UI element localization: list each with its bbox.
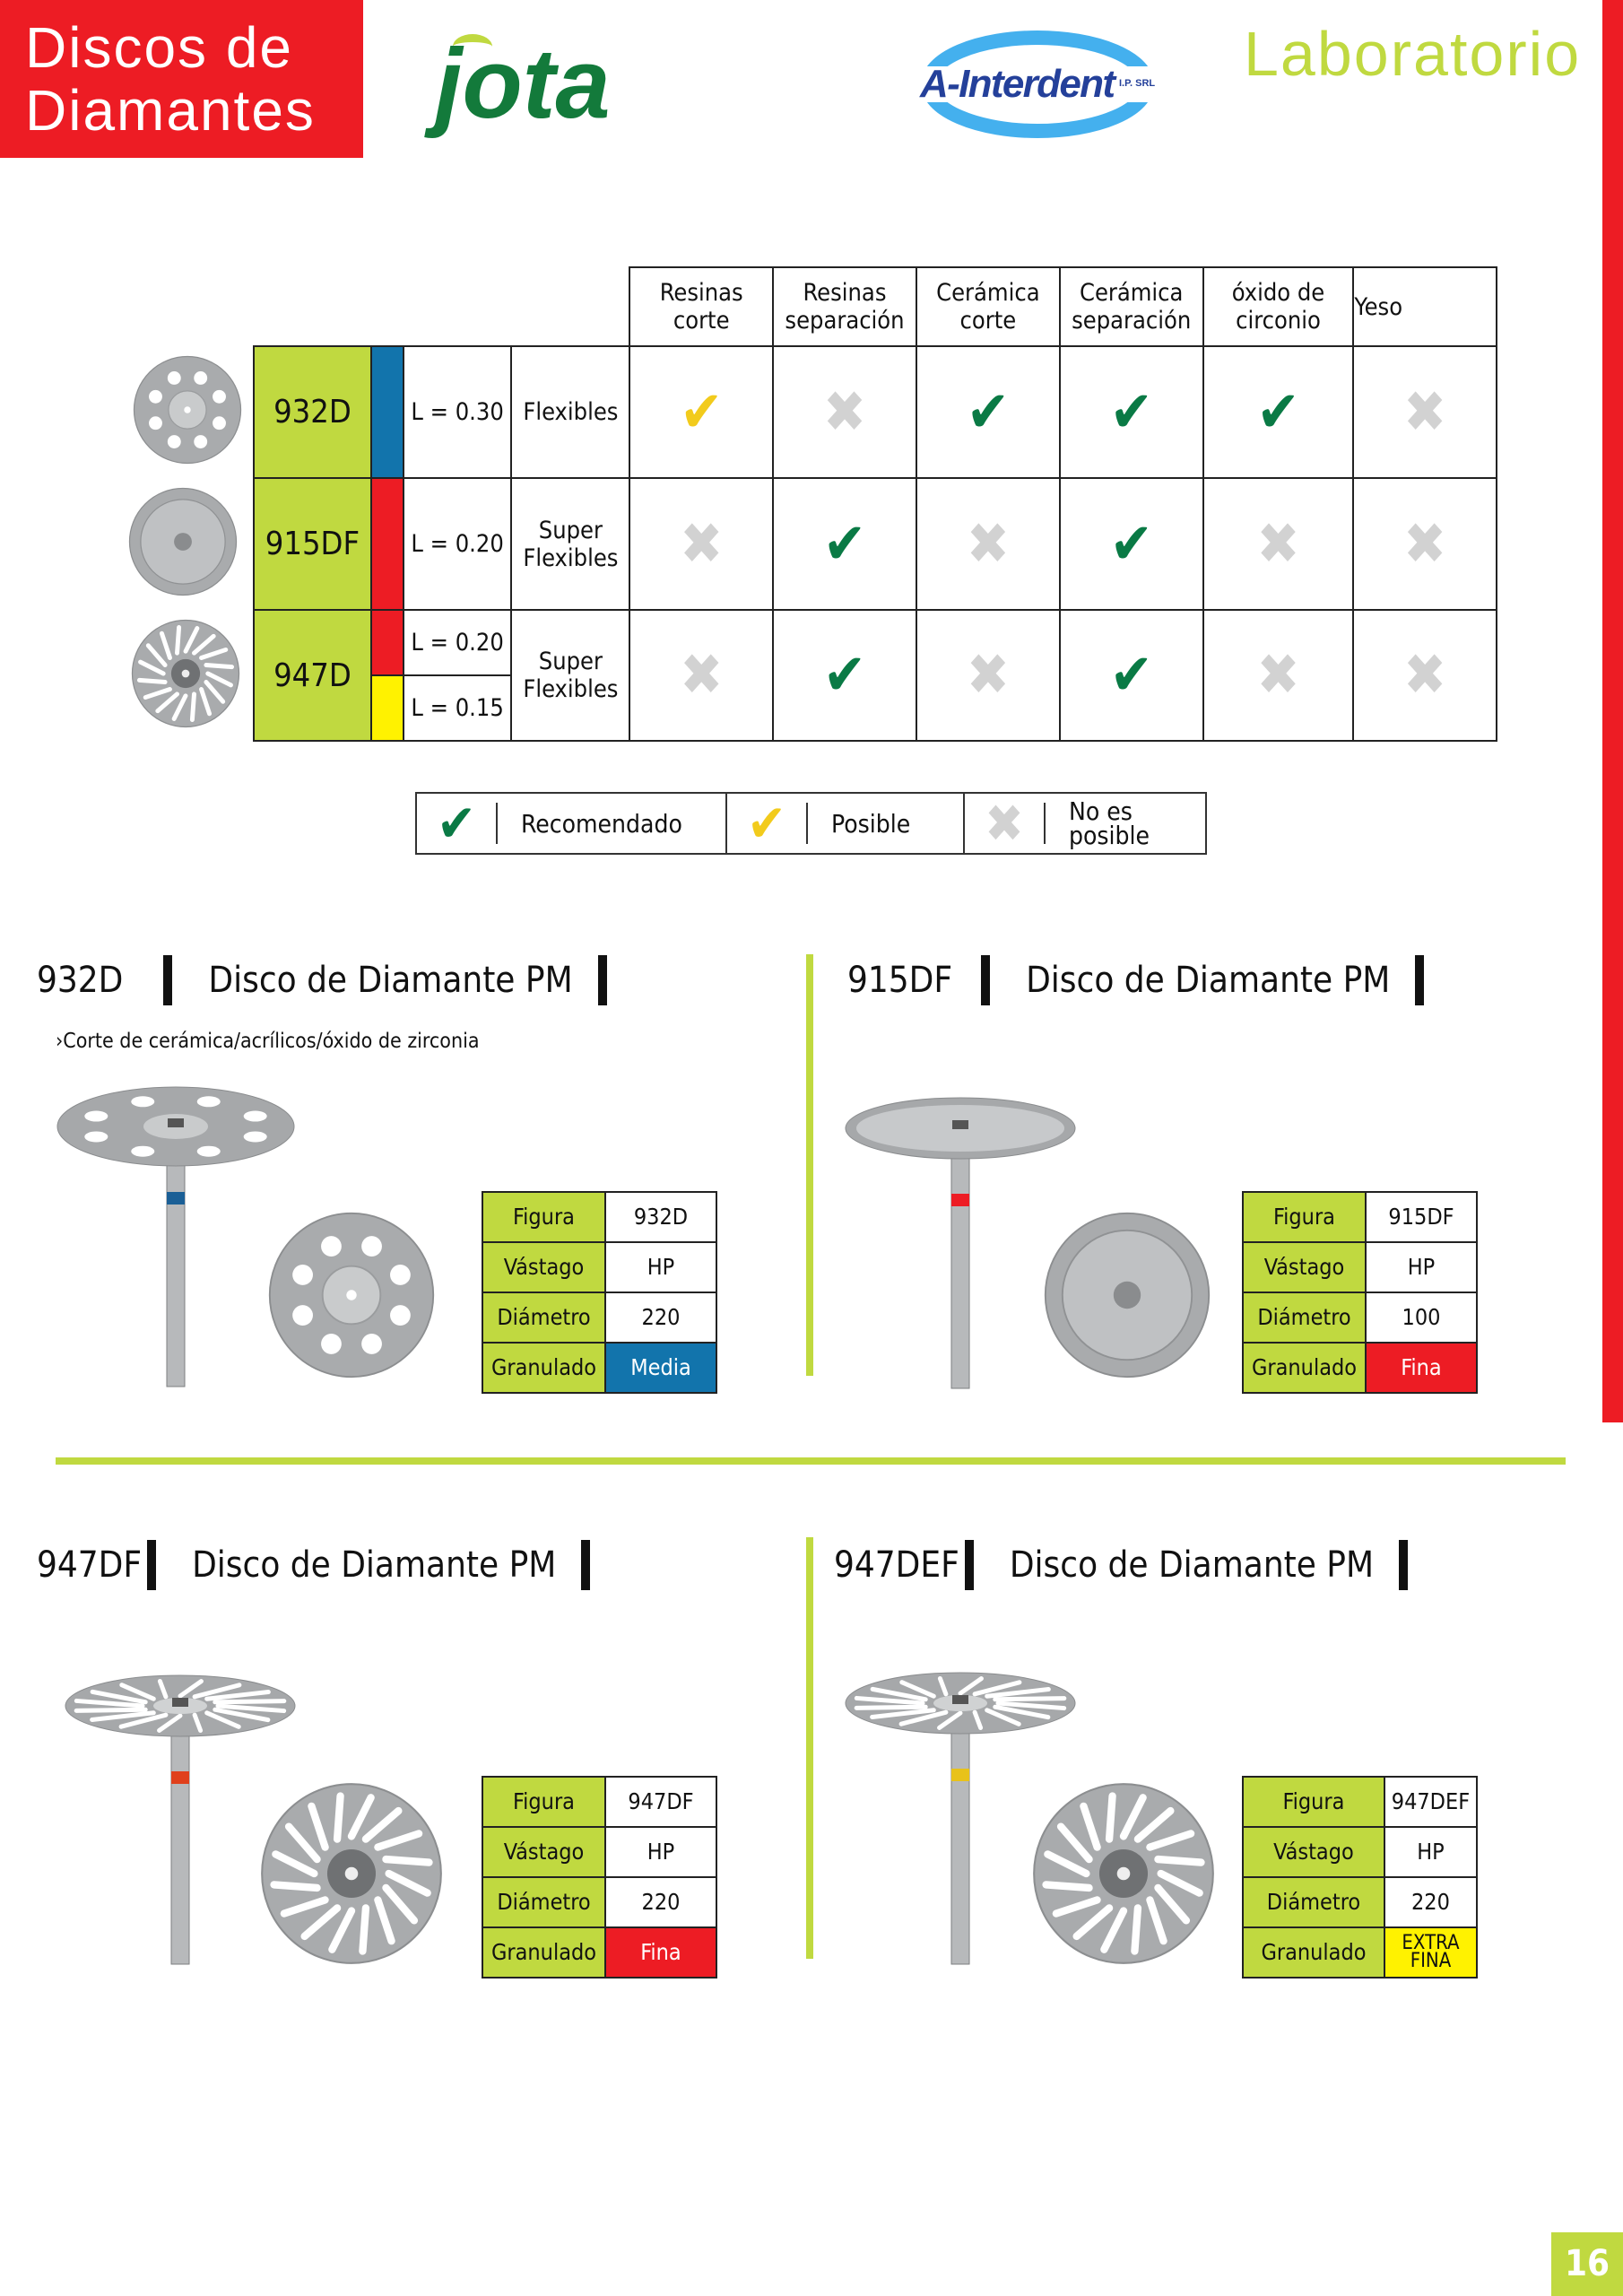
spec-value: 220 — [605, 1292, 716, 1343]
product-title: Disco de Diamante PM — [208, 960, 573, 1001]
disc-image-915df — [1042, 1210, 1212, 1380]
check-yellow-icon: ✔ — [727, 803, 808, 844]
disc-code: 947D — [254, 610, 371, 741]
cross-gray-icon: ✖ — [916, 610, 1060, 741]
spec-label: Figura — [482, 1192, 605, 1242]
legend-label: No es posible — [1069, 796, 1150, 850]
flexibility: Super Flexibles — [511, 610, 629, 741]
spec-value: HP — [1384, 1827, 1477, 1877]
disc-code: 932D — [254, 346, 371, 478]
check-green-icon: ✔ — [1060, 478, 1203, 610]
legend — [415, 792, 1207, 855]
spec-label: Diámetro — [1243, 1877, 1384, 1927]
legend-label: Posible — [831, 808, 911, 839]
legend-label: Recomendado — [521, 808, 682, 839]
table-row — [254, 478, 1497, 610]
column-header: Resinas separación — [773, 267, 916, 346]
grit-color-swatch — [371, 675, 404, 741]
spec-table-947def — [1242, 1776, 1478, 1979]
cross-gray-icon: ✖ — [1353, 346, 1497, 478]
cross-gray-icon: ✖ — [965, 803, 1046, 844]
spec-value: 947DF — [605, 1777, 716, 1827]
spec-row — [1243, 1777, 1477, 1827]
spec-table-947df — [482, 1776, 717, 1979]
flexibility: Super Flexibles — [511, 478, 629, 610]
spec-value: Fina — [1366, 1343, 1477, 1393]
cross-gray-icon: ✖ — [629, 610, 773, 741]
divider — [56, 1457, 1566, 1465]
spec-row — [482, 1292, 716, 1343]
product-heading — [37, 955, 643, 1005]
spec-label: Figura — [482, 1777, 605, 1827]
spec-value: HP — [605, 1827, 716, 1877]
spec-value: HP — [1366, 1242, 1477, 1292]
section-label: Laboratorio — [1244, 19, 1582, 89]
product-title: Disco de Diamante PM — [192, 1544, 557, 1586]
disc-thumb-932d — [132, 354, 243, 465]
spec-row — [482, 1192, 716, 1242]
spec-row — [1243, 1827, 1477, 1877]
spec-value: Media — [605, 1343, 716, 1393]
divider — [806, 1537, 813, 1959]
spec-label: Granulado — [482, 1343, 605, 1393]
bur-drawing — [56, 1086, 296, 1387]
column-header: Cerámica corte — [916, 267, 1060, 346]
product-code: 915DF — [847, 960, 953, 1001]
product-code: 947DF — [37, 1544, 143, 1586]
product-note: ›Corte de cerámica/acrílicos/óxido de zirconia — [56, 1030, 480, 1053]
title-line: Diamantes — [25, 78, 316, 143]
cross-gray-icon: ✖ — [629, 478, 773, 610]
side-stripe — [1602, 0, 1623, 1422]
spec-value: 915DF — [1366, 1192, 1477, 1242]
interdent-text: A-Interdent — [920, 62, 1115, 106]
disc-image-932d — [266, 1210, 437, 1380]
disc-drawing — [266, 1210, 437, 1380]
check-green-icon: ✔ — [417, 803, 498, 844]
thickness: L = 0.30 — [404, 346, 512, 478]
disc-thumb-915df — [127, 486, 239, 597]
spec-label: Granulado — [1243, 1343, 1366, 1393]
disc-thumb-947d — [130, 618, 241, 729]
interdent-sub: I.P. SRL — [1119, 78, 1156, 89]
cross-gray-icon: ✖ — [773, 346, 916, 478]
spec-value: EXTRA FINA — [1384, 1927, 1477, 1978]
spec-label: Diámetro — [1243, 1292, 1366, 1343]
spec-row — [482, 1343, 716, 1393]
spec-label: Figura — [1243, 1192, 1366, 1242]
spec-row — [1243, 1927, 1477, 1978]
product-heading — [847, 955, 1460, 1005]
column-header: Resinas corte — [629, 267, 773, 346]
disc-image-947df — [258, 1780, 445, 1967]
page-title — [0, 0, 363, 158]
spec-row — [482, 1927, 716, 1978]
disc-drawing — [127, 486, 239, 597]
spec-row — [1243, 1242, 1477, 1292]
spec-row — [482, 1777, 716, 1827]
cross-gray-icon: ✖ — [1203, 610, 1354, 741]
check-green-icon: ✔ — [1060, 346, 1203, 478]
spec-value: Fina — [605, 1927, 716, 1978]
spec-value: 100 — [1366, 1292, 1477, 1343]
table-row — [254, 346, 1497, 478]
spec-row — [1243, 1343, 1477, 1393]
spec-row — [1243, 1292, 1477, 1343]
spec-label: Vástago — [1243, 1242, 1366, 1292]
spec-row — [482, 1242, 716, 1292]
interdent-logo — [916, 27, 1154, 139]
disc-drawing — [258, 1780, 445, 1967]
check-green-icon: ✔ — [916, 346, 1060, 478]
compatibility-table — [253, 266, 1497, 742]
column-header: Cerámica separación — [1060, 267, 1203, 346]
spec-row — [482, 1877, 716, 1927]
disc-image-947def — [1030, 1780, 1217, 1967]
table-row — [254, 610, 1497, 675]
spec-label: Granulado — [482, 1927, 605, 1978]
disc-code: 915DF — [254, 478, 371, 610]
disc-drawing — [1030, 1780, 1217, 1967]
spec-value: 932D — [605, 1192, 716, 1242]
check-green-icon: ✔ — [1060, 610, 1203, 741]
spec-row — [1243, 1192, 1477, 1242]
spec-value: 220 — [1384, 1877, 1477, 1927]
column-header: Yeso — [1353, 267, 1497, 346]
spec-label: Figura — [1243, 1777, 1384, 1827]
product-heading — [37, 1540, 626, 1590]
product-code: 947DEF — [834, 1544, 959, 1586]
check-green-icon: ✔ — [773, 610, 916, 741]
spec-label: Granulado — [1243, 1927, 1384, 1978]
spec-label: Diámetro — [482, 1292, 605, 1343]
spec-value: HP — [605, 1242, 716, 1292]
check-green-icon: ✔ — [773, 478, 916, 610]
column-header: óxido de circonio — [1203, 267, 1354, 346]
spec-value: 220 — [605, 1877, 716, 1927]
title-line: Discos de — [25, 15, 293, 80]
spec-label: Vástago — [482, 1827, 605, 1877]
cross-gray-icon: ✖ — [1203, 478, 1354, 610]
cross-gray-icon: ✖ — [1353, 478, 1497, 610]
spec-table-915df — [1242, 1191, 1478, 1394]
check-yellow-icon: ✔ — [629, 346, 773, 478]
page-number: 16 — [1551, 2232, 1623, 2296]
grit-color-swatch — [371, 478, 404, 610]
spec-table-932d — [482, 1191, 717, 1394]
spec-value: 947DEF — [1384, 1777, 1477, 1827]
disc-drawing — [1042, 1210, 1212, 1380]
cross-gray-icon: ✖ — [916, 478, 1060, 610]
spec-label: Vástago — [482, 1242, 605, 1292]
grit-color-swatch — [371, 346, 404, 478]
cross-gray-icon: ✖ — [1353, 610, 1497, 741]
product-code: 932D — [37, 960, 124, 1001]
product-title: Disco de Diamante PM — [1009, 1544, 1375, 1586]
spec-row — [1243, 1877, 1477, 1927]
product-title: Disco de Diamante PM — [1026, 960, 1391, 1001]
bur-image-932d — [56, 1086, 296, 1387]
divider — [806, 954, 813, 1376]
product-heading — [834, 1540, 1444, 1590]
spec-row — [482, 1827, 716, 1877]
disc-drawing — [130, 618, 241, 729]
grit-color-swatch — [371, 610, 404, 675]
disc-drawing — [132, 354, 243, 465]
thickness: L = 0.20 — [404, 610, 512, 675]
jota-logo: jota — [435, 29, 611, 139]
thickness: L = 0.15 — [404, 675, 512, 741]
spec-label: Diámetro — [482, 1877, 605, 1927]
spec-label: Vástago — [1243, 1827, 1384, 1877]
thickness: L = 0.20 — [404, 478, 512, 610]
check-green-icon: ✔ — [1203, 346, 1354, 478]
flexibility: Flexibles — [511, 346, 629, 478]
